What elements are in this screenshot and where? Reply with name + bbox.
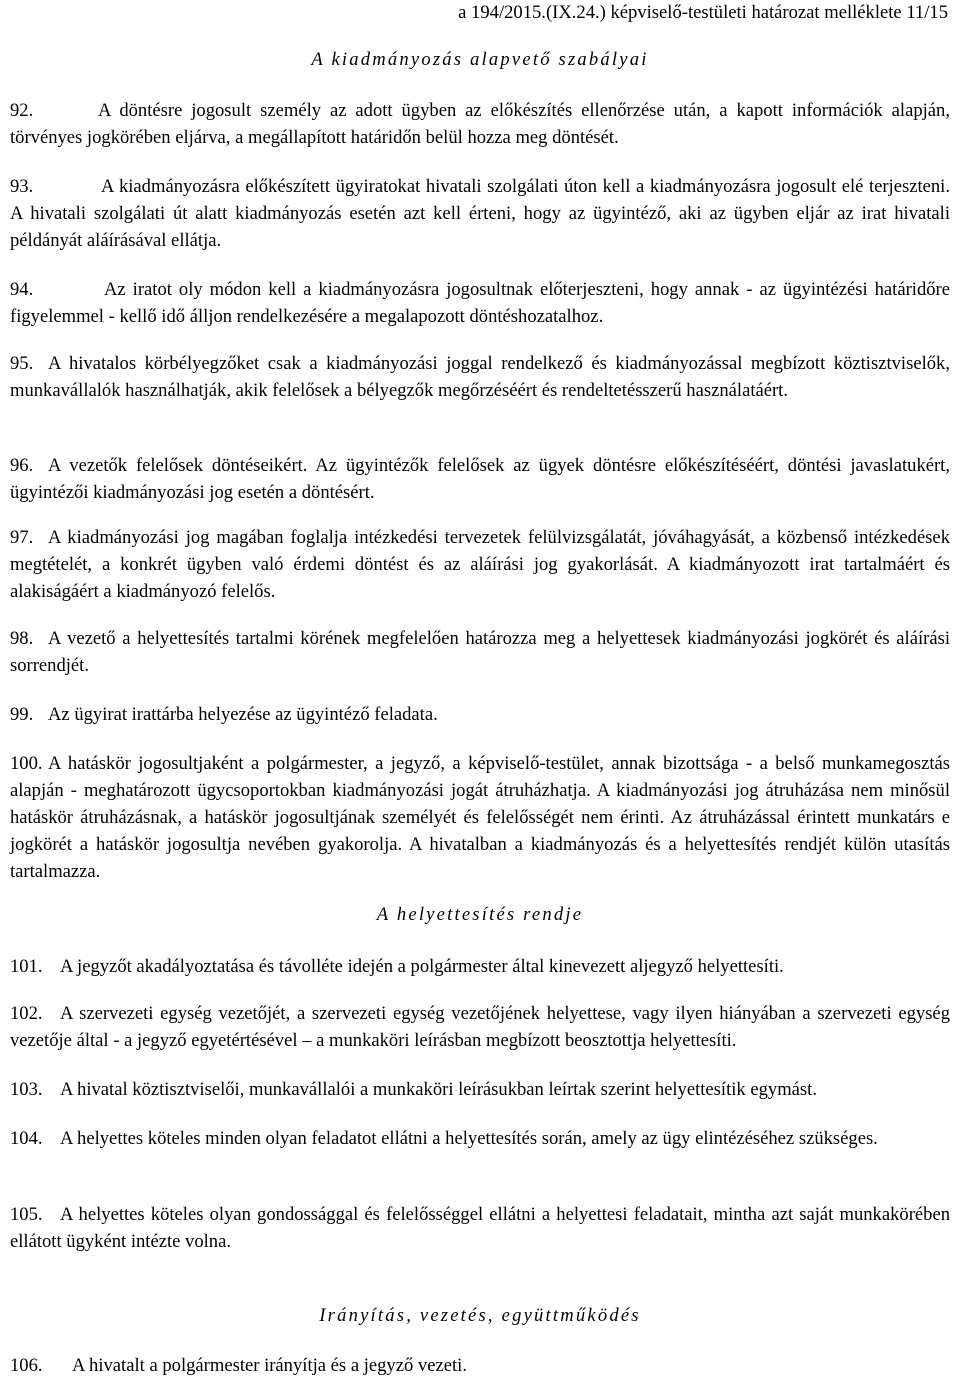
paragraph-text: A hatáskör jogosultjaként a polgármester, a jegyző, a képviselő-testület, annak bizottsága - a belső munkamegosztás alapján - meghatározott ügycsoportokban kiadmányozási jogát átruházhatja. A kiadmányozási jog átruházása nem minősül hatáskör átruházásnak, a hatáskör jogosultjának személyét és felelősségét nem érinti. Az átruházással érintett munkatárs e jogkörét a hatáskör jogosultja nevében gyakorolja. A hivatalban a kiadmányozás és a helyettesítés rendjét külön utasítás tartalmazza.: [10, 753, 950, 882]
paragraph-94: [10, 276, 950, 330]
paragraph-number: 93.: [10, 176, 34, 197]
paragraph-number: 100.: [10, 753, 43, 774]
paragraph-number: 99.: [10, 704, 34, 725]
paragraph-number: 105.: [10, 1204, 43, 1225]
paragraph-number: 104.: [10, 1128, 43, 1149]
paragraph-number: 106.: [10, 1355, 43, 1376]
paragraph-98: [10, 625, 950, 679]
paragraph-text: A döntésre jogosult személy az adott ügyben az előkészítés ellenőrzése után, a kapott információk alapján, törvényes jogkörében eljárva, a megállapított határidőn belül hozza meg döntését.: [10, 100, 950, 148]
paragraph-97: [10, 524, 950, 605]
paragraph-number: 92.: [10, 100, 34, 121]
paragraph-92: [10, 97, 950, 151]
paragraph-text: A vezetők felelősek döntéseikért. Az ügyintézők felelősek az ügyek döntésre előkészítéséért, döntési javaslatukért, ügyintézői kiadmányozási jog esetén a döntésért.: [10, 455, 950, 503]
paragraph-number: 95.: [10, 353, 34, 374]
paragraph-number: 101.: [10, 956, 43, 977]
paragraph-96: [10, 452, 950, 506]
paragraph-102: [10, 1000, 950, 1054]
paragraph-text: A kiadmányozási jog magában foglalja intézkedési tervezetek felülvizsgálatát, jóváhagyását, a közbenső intézkedések megtételét, a konkrét ügyben való érdemi döntést és az aláírási jog gyakorlását. A kiadmányozott irat tartalmáért és alakiságáért a kiadmányozó felelős.: [10, 527, 950, 602]
page-header: a 194/2015.(IX.24.) képviselő-testületi határozat melléklete 11/15: [458, 2, 948, 23]
paragraph-103: [10, 1076, 950, 1103]
paragraph-text: A hivatalos körbélyegzőket csak a kiadmányozási joggal rendelkező és kiadmányozással megbízott köztisztviselők, munkavállalók használhatják, akik felelősek a bélyegzők megőrzéséért és rendeltetésszerű használatáért.: [10, 353, 950, 401]
paragraph-text: A hivatal köztisztviselői, munkavállalói a munkaköri leírásukban leírtak szerint helyettesítik egymást.: [60, 1079, 817, 1100]
paragraph-number: 98.: [10, 628, 34, 649]
paragraph-text: A vezető a helyettesítés tartalmi körének megfelelően határozza meg a helyettesek kiadmányozási jogkörét és aláírási sorrendjét.: [10, 628, 950, 676]
paragraph-number: 96.: [10, 455, 34, 476]
paragraph-95: [10, 350, 950, 404]
paragraph-number: 103.: [10, 1079, 43, 1100]
paragraph-text: Az ügyirat irattárba helyezése az ügyintéző feladata.: [48, 704, 438, 725]
section-title-iranyitas: Irányítás, vezetés, együttműködés: [319, 1305, 641, 1326]
section-title-kiadmanyozas: A kiadmányozás alapvető szabályai: [311, 49, 649, 70]
paragraph-99: [10, 701, 950, 728]
paragraph-number: 97.: [10, 527, 34, 548]
paragraph-text: A jegyzőt akadályoztatása és távolléte idején a polgármester által kinevezett aljegyző helyettesíti.: [60, 956, 784, 977]
section-title-helyettesites: A helyettesítés rendje: [376, 904, 584, 925]
paragraph-104: [10, 1125, 950, 1152]
paragraph-text: Az iratot oly módon kell a kiadmányozásra jogosultnak előterjeszteni, hogy annak - az ügyintézési határidőre figyelemmel - kellő idő álljon rendelkezésére a megalapozott döntéshozatalhoz.: [10, 279, 950, 327]
paragraph-text: A hivatalt a polgármester irányítja és a jegyző vezeti.: [72, 1355, 467, 1376]
paragraph-106: [10, 1352, 950, 1379]
paragraph-105: [10, 1201, 950, 1255]
paragraph-text: A szervezeti egység vezetőjét, a szervezeti egység vezetőjének helyettese, vagy ilyen hiányában a szervezeti egység vezetője által - a jegyző egyetértésével – a munkaköri leírásban megbízott beosztottja helyettesíti.: [10, 1003, 950, 1051]
paragraph-text: A kiadmányozásra előkészített ügyiratokat hivatali szolgálati úton kell a kiadmányozásra jogosult elé terjeszteni. A hivatali szolgálati út alatt kiadmányozás esetén azt kell érteni, hogy az ügyintéző, aki az ügyben eljár az irat hivatali példányát aláírásával ellátja.: [10, 176, 950, 251]
paragraph-text: A helyettes köteles minden olyan feladatot ellátni a helyettesítés során, amely az ügy elintézéséhez szükséges.: [60, 1128, 878, 1149]
paragraph-number: 94.: [10, 279, 34, 300]
paragraph-number: 102.: [10, 1003, 43, 1024]
paragraph-100: [10, 750, 950, 885]
paragraph-101: [10, 953, 950, 980]
paragraph-93: [10, 173, 950, 254]
paragraph-text: A helyettes köteles olyan gondossággal és felelősséggel ellátni a helyettesi feladatait, mintha azt saját munkakörében ellátott ügyként intézte volna.: [10, 1204, 950, 1252]
